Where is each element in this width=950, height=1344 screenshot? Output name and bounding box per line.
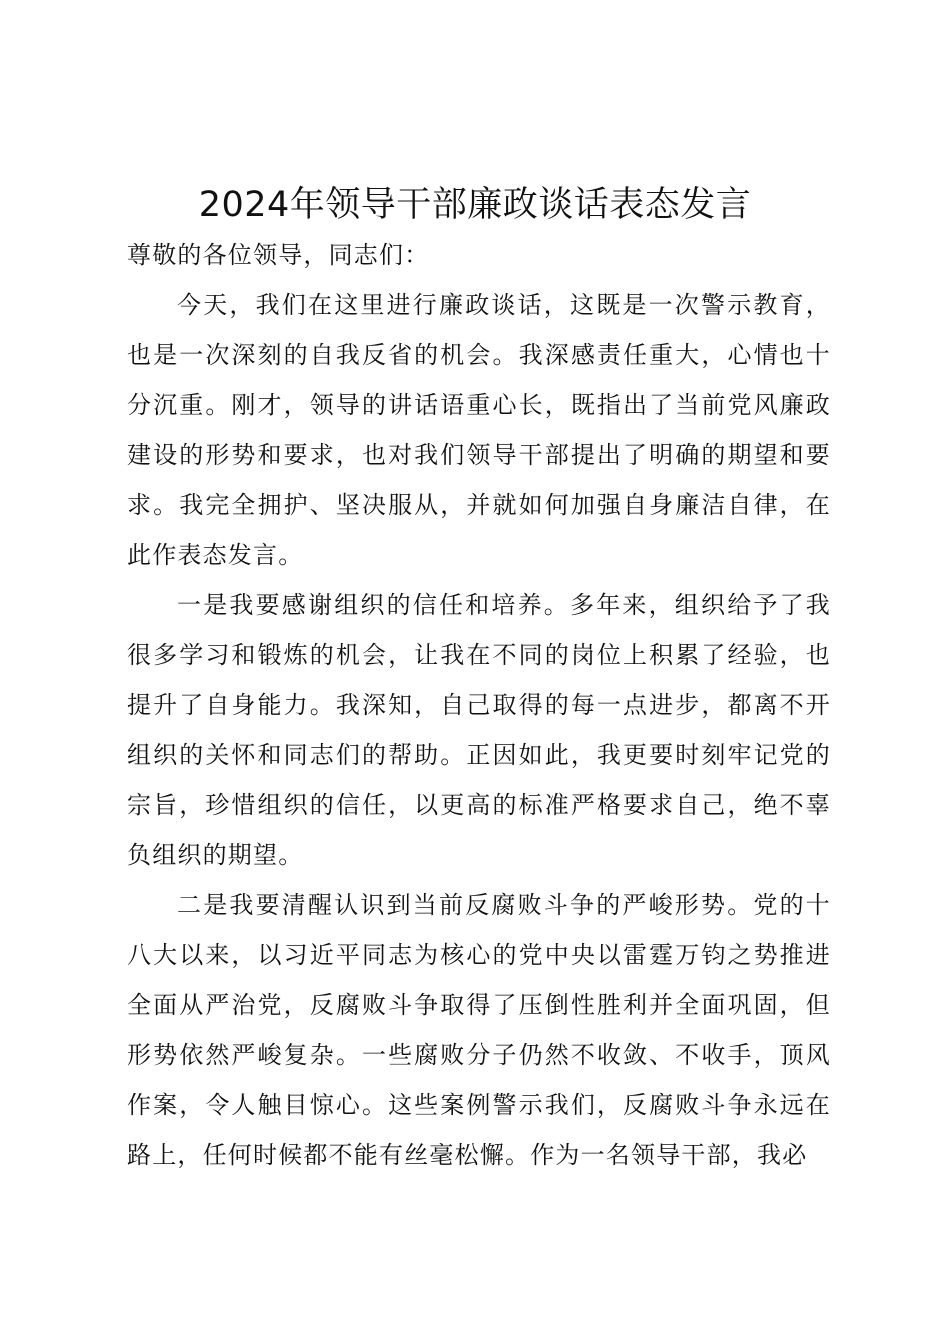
document-title: 2024年领导干部廉政谈话表态发言 (198, 185, 752, 225)
salutation: 尊敬的各位领导，同志们： (127, 241, 430, 269)
paragraph-intro: 今天，我们在这里进行廉政谈话，这既是一次警示教育，也是一次深刻的自我反省的机会。我深感责任重大，心情也十分沉重。刚才，领导的讲话语重心长，既指出了当前党风廉政建设的形势和要求，也对我们领导干部提出了明确的期望和要求。我完全拥护、坚决服从，并就如何加强自身廉洁自律，在此作表态发言。 (127, 291, 831, 569)
document-body (127, 230, 831, 1180)
paragraph-point-two: 二是我要清醒认识到当前反腐败斗争的严峻形势。党的十八大以来，以习近平同志为核心的党中央以雷霆万钧之势推进全面从严治党，反腐败斗争取得了压倒性胜利并全面巩固，但形势依然严峻复杂。一些腐败分子仍然不收敛、不收手，顶风作案，令人触目惊心。这些案例警示我们，反腐败斗争永远在路上，任何时候都不能有丝毫松懈。作为一名领导干部，我必 (127, 891, 831, 1169)
paragraph-point-one: 一是我要感谢组织的信任和培养。多年来，组织给予了我很多学习和锻炼的机会，让我在不同的岗位上积累了经验，也提升了自身能力。我深知，自己取得的每一点进步，都离不开组织的关怀和同志们的帮助。正因如此，我更要时刻牢记党的宗旨，珍惜组织的信任，以更高的标准严格要求自己，绝不辜负组织的期望。 (127, 591, 831, 869)
